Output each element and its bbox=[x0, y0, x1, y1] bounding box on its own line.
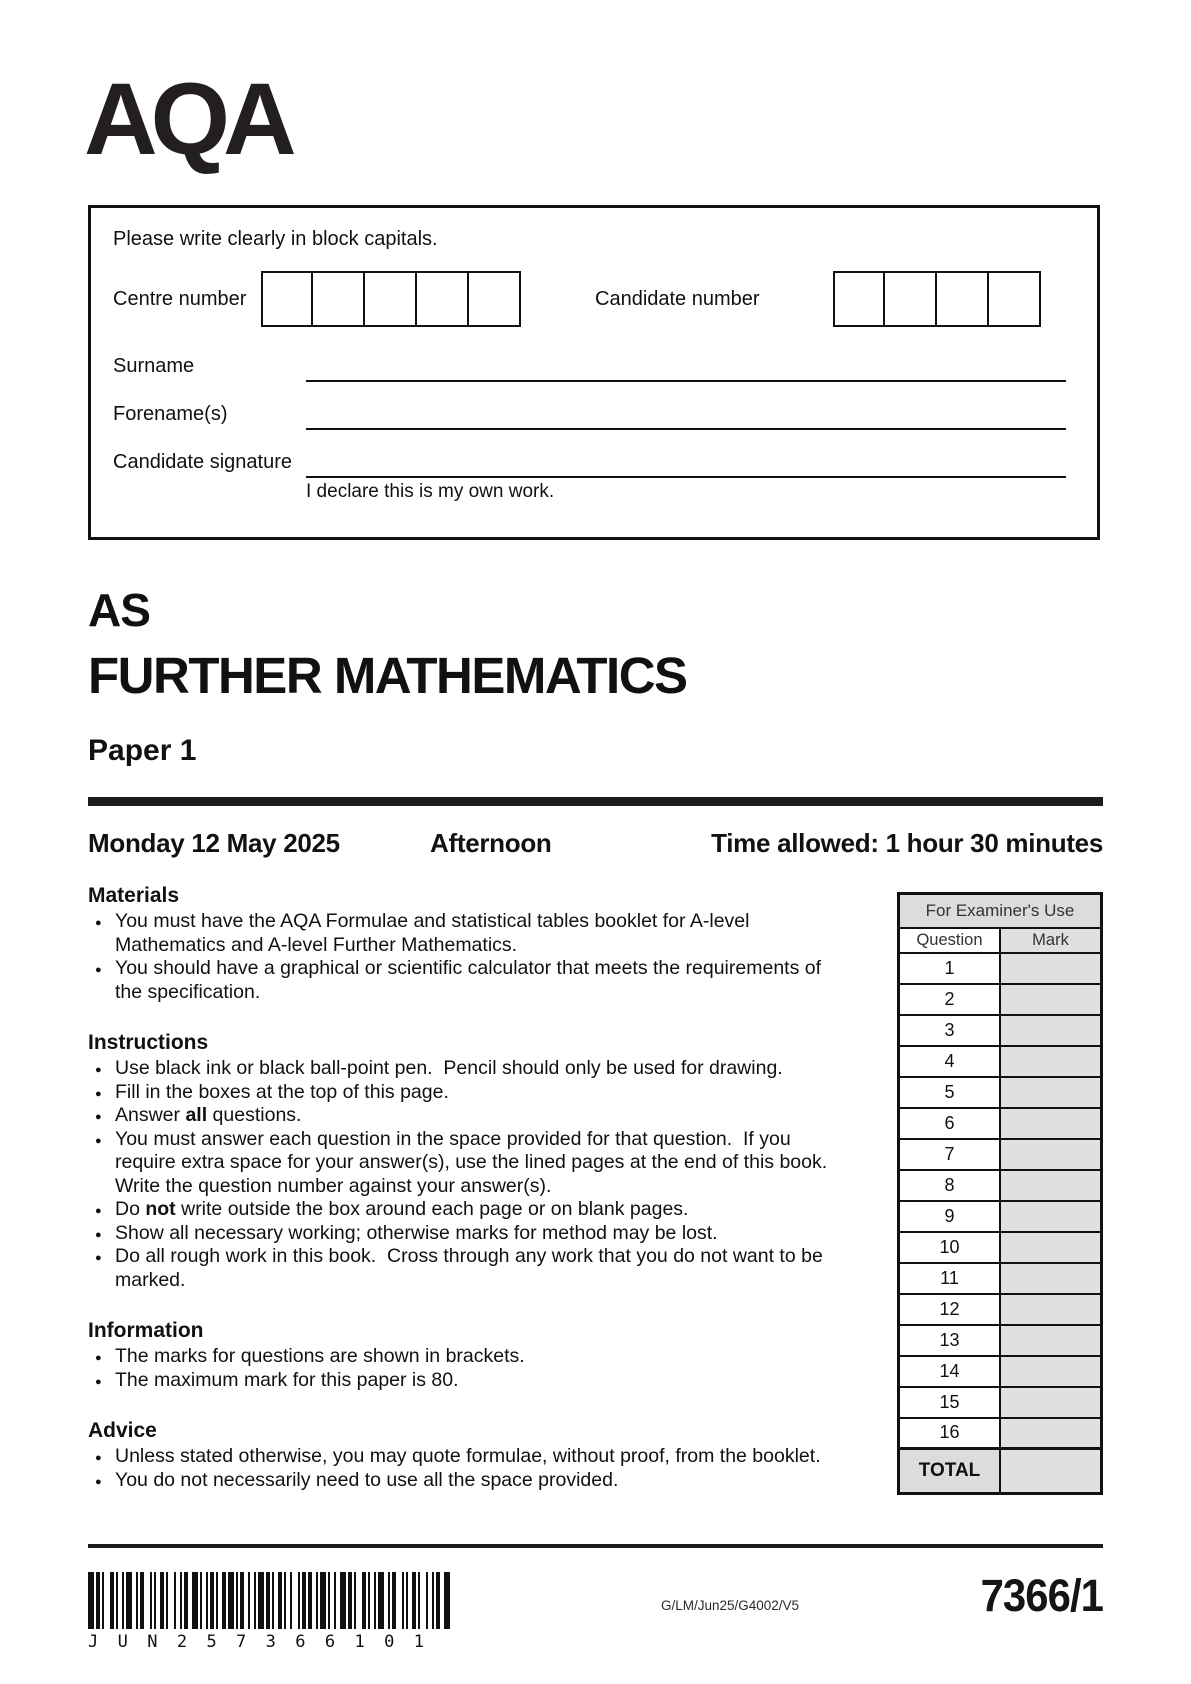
question-row bbox=[899, 1356, 1102, 1387]
surname-label: Surname bbox=[113, 355, 195, 377]
question-number-cell: 7 bbox=[899, 1139, 1001, 1170]
candidate-number-cell[interactable] bbox=[937, 271, 989, 327]
mark-cell bbox=[1000, 1077, 1102, 1108]
centre-number-cell[interactable] bbox=[417, 271, 469, 327]
bullet-item: ● The marks for questions are shown in brackets. bbox=[88, 1345, 840, 1369]
exam-date: Monday 12 May 2025 bbox=[88, 828, 340, 858]
question-number-cell: 12 bbox=[899, 1294, 1001, 1325]
bullet-item: ● You must have the AQA Formulae and statistical tables booklet for A-level Mathematics and A-level Further Mathematics. bbox=[88, 910, 840, 957]
title-divider-rule bbox=[88, 797, 1103, 806]
question-number-cell: 9 bbox=[899, 1201, 1001, 1232]
question-row bbox=[899, 1325, 1102, 1356]
bullet-list bbox=[88, 910, 840, 1004]
bullet-item: ● Unless stated otherwise, you may quote formulae, without proof, from the booklet. bbox=[88, 1445, 840, 1469]
total-mark-cell bbox=[1000, 1449, 1102, 1494]
section-heading: Information bbox=[88, 1319, 204, 1342]
question-row bbox=[899, 1387, 1102, 1418]
bullet-list bbox=[88, 1345, 840, 1392]
question-row bbox=[899, 1108, 1102, 1139]
examiner-table-title: For Examiner's Use bbox=[899, 894, 1102, 928]
mark-cell bbox=[1000, 1356, 1102, 1387]
barcode-char: 6 bbox=[324, 1632, 336, 1652]
candidate-details-box bbox=[88, 205, 1100, 540]
barcode-char: 3 bbox=[265, 1632, 276, 1652]
mark-cell bbox=[1000, 1294, 1102, 1325]
question-number-cell: 3 bbox=[899, 1015, 1001, 1046]
bullet-item: ● You do not necessarily need to use all the space provided. bbox=[88, 1469, 840, 1493]
barcode-char: 6 bbox=[295, 1632, 306, 1652]
question-number-cell: 1 bbox=[899, 953, 1001, 984]
section-heading: Materials bbox=[88, 884, 180, 907]
question-row bbox=[899, 1294, 1102, 1325]
barcode bbox=[88, 1572, 450, 1652]
section-materials bbox=[88, 884, 840, 1004]
mark-cell bbox=[1000, 1387, 1102, 1418]
section-heading: Advice bbox=[88, 1419, 157, 1442]
question-number-cell: 16 bbox=[899, 1418, 1001, 1449]
paper-reference-code: 7366/1 bbox=[980, 1570, 1103, 1621]
section-information bbox=[88, 1319, 840, 1392]
question-number-cell: 6 bbox=[899, 1108, 1001, 1139]
centre-number-cell[interactable] bbox=[365, 271, 417, 327]
mark-cell bbox=[1000, 1232, 1102, 1263]
mark-cell bbox=[1000, 1139, 1102, 1170]
mark-cell bbox=[1000, 1046, 1102, 1077]
question-number-cell: 11 bbox=[899, 1263, 1001, 1294]
section-advice bbox=[88, 1419, 840, 1492]
bullet-item: ● Do all rough work in this book. Cross through any work that you do not want to be marked. bbox=[88, 1245, 840, 1292]
bullet-list bbox=[88, 1445, 840, 1492]
question-number-cell: 5 bbox=[899, 1077, 1001, 1108]
qualification-title: AS bbox=[88, 584, 150, 636]
mark-cell bbox=[1000, 1108, 1102, 1139]
candidate-number-cell[interactable] bbox=[989, 271, 1041, 327]
total-row bbox=[899, 1449, 1102, 1494]
barcode-char: N bbox=[147, 1632, 158, 1652]
question-row bbox=[899, 1046, 1102, 1077]
question-number-cell: 2 bbox=[899, 984, 1001, 1015]
mark-cell bbox=[1000, 1201, 1102, 1232]
bullet-item: ● Show all necessary working; otherwise marks for method may be lost. bbox=[88, 1222, 840, 1246]
question-row bbox=[899, 1015, 1102, 1046]
bullet-item: ● You should have a graphical or scientific calculator that meets the requirements of the specification. bbox=[88, 957, 840, 1004]
print-reference-code: G/LM/Jun25/G4002/V5 bbox=[660, 1598, 800, 1613]
exam-session: Afternoon bbox=[430, 828, 552, 858]
centre-number-cell[interactable] bbox=[469, 271, 521, 327]
centre-number-boxes bbox=[261, 271, 521, 327]
bullet-item: ● Answer all questions. bbox=[88, 1104, 840, 1128]
barcode-char: 7 bbox=[236, 1632, 247, 1652]
question-number-cell: 13 bbox=[899, 1325, 1001, 1356]
question-row bbox=[899, 1232, 1102, 1263]
examiner-use-table bbox=[897, 892, 1103, 1495]
centre-number-cell[interactable] bbox=[261, 271, 313, 327]
mark-cell bbox=[1000, 1325, 1102, 1356]
mark-cell bbox=[1000, 1170, 1102, 1201]
front-cover-sections bbox=[88, 884, 840, 1519]
section-heading: Instructions bbox=[88, 1031, 209, 1054]
mark-cell bbox=[1000, 984, 1102, 1015]
time-allowed: Time allowed: 1 hour 30 minutes bbox=[711, 828, 1103, 858]
centre-number-cell[interactable] bbox=[313, 271, 365, 327]
barcode-char: U bbox=[117, 1632, 128, 1652]
question-row bbox=[899, 953, 1102, 984]
barcode-text bbox=[88, 1632, 424, 1652]
surname-field[interactable] bbox=[306, 380, 1066, 382]
barcode-char: 1 bbox=[354, 1632, 365, 1652]
question-number-cell: 10 bbox=[899, 1232, 1001, 1263]
candidate-number-cell[interactable] bbox=[833, 271, 885, 327]
bullet-item: ● Do not write outside the box around each page or on blank pages. bbox=[88, 1198, 840, 1222]
barcode-char: J bbox=[88, 1632, 99, 1652]
barcode-bar bbox=[444, 1572, 450, 1629]
declaration-text: I declare this is my own work. bbox=[306, 481, 555, 502]
bullet-list bbox=[88, 1057, 840, 1292]
mark-column-header: Mark bbox=[1000, 928, 1102, 953]
question-row bbox=[899, 1201, 1102, 1232]
barcode-char: 2 bbox=[176, 1632, 188, 1652]
question-number-cell: 15 bbox=[899, 1387, 1001, 1418]
total-label-cell: TOTAL bbox=[899, 1449, 1001, 1494]
mark-cell bbox=[1000, 1418, 1102, 1449]
footer-divider-rule bbox=[88, 1544, 1103, 1548]
question-number-cell: 4 bbox=[899, 1046, 1001, 1077]
question-row bbox=[899, 1139, 1102, 1170]
barcode-char: 5 bbox=[206, 1632, 217, 1652]
bullet-item: ● The maximum mark for this paper is 80. bbox=[88, 1369, 840, 1393]
bullet-item: ● You must answer each question in the space provided for that question. If you require extra space for your answer(s), use the lined pages at the end of this book. Write the question number against your answer(s). bbox=[88, 1128, 840, 1199]
barcode-char: 0 bbox=[384, 1632, 395, 1652]
question-row bbox=[899, 1077, 1102, 1108]
signature-label: Candidate signature bbox=[113, 451, 293, 473]
question-row bbox=[899, 1418, 1102, 1449]
signature-field[interactable] bbox=[306, 476, 1066, 478]
bullet-item: ● Fill in the boxes at the top of this page. bbox=[88, 1081, 840, 1105]
session-row bbox=[88, 828, 1103, 860]
bullet-item: ● Use black ink or black ball-point pen. Pencil should only be used for drawing. bbox=[88, 1057, 840, 1081]
question-row bbox=[899, 1170, 1102, 1201]
question-row bbox=[899, 984, 1102, 1015]
aqa-logo: AQA bbox=[84, 62, 290, 176]
forenames-field[interactable] bbox=[306, 428, 1066, 430]
subject-title: FURTHER MATHEMATICS bbox=[88, 647, 687, 704]
mark-cell bbox=[1000, 1015, 1102, 1046]
candidate-number-boxes bbox=[833, 271, 1041, 327]
question-number-cell: 14 bbox=[899, 1356, 1001, 1387]
mark-cell bbox=[1000, 953, 1102, 984]
centre-number-label: Centre number bbox=[113, 288, 247, 310]
candidate-number-label: Candidate number bbox=[595, 288, 760, 310]
block-capitals-instruction: Please write clearly in block capitals. bbox=[113, 228, 438, 250]
question-row bbox=[899, 1263, 1102, 1294]
question-number-cell: 8 bbox=[899, 1170, 1001, 1201]
candidate-number-cell[interactable] bbox=[885, 271, 937, 327]
barcode-bars bbox=[88, 1572, 450, 1629]
forenames-label: Forename(s) bbox=[113, 403, 228, 425]
question-column-header: Question bbox=[899, 928, 1001, 953]
mark-cell bbox=[1000, 1263, 1102, 1294]
paper-number: Paper 1 bbox=[88, 734, 197, 767]
section-instructions bbox=[88, 1031, 840, 1292]
barcode-char: 1 bbox=[413, 1632, 424, 1652]
